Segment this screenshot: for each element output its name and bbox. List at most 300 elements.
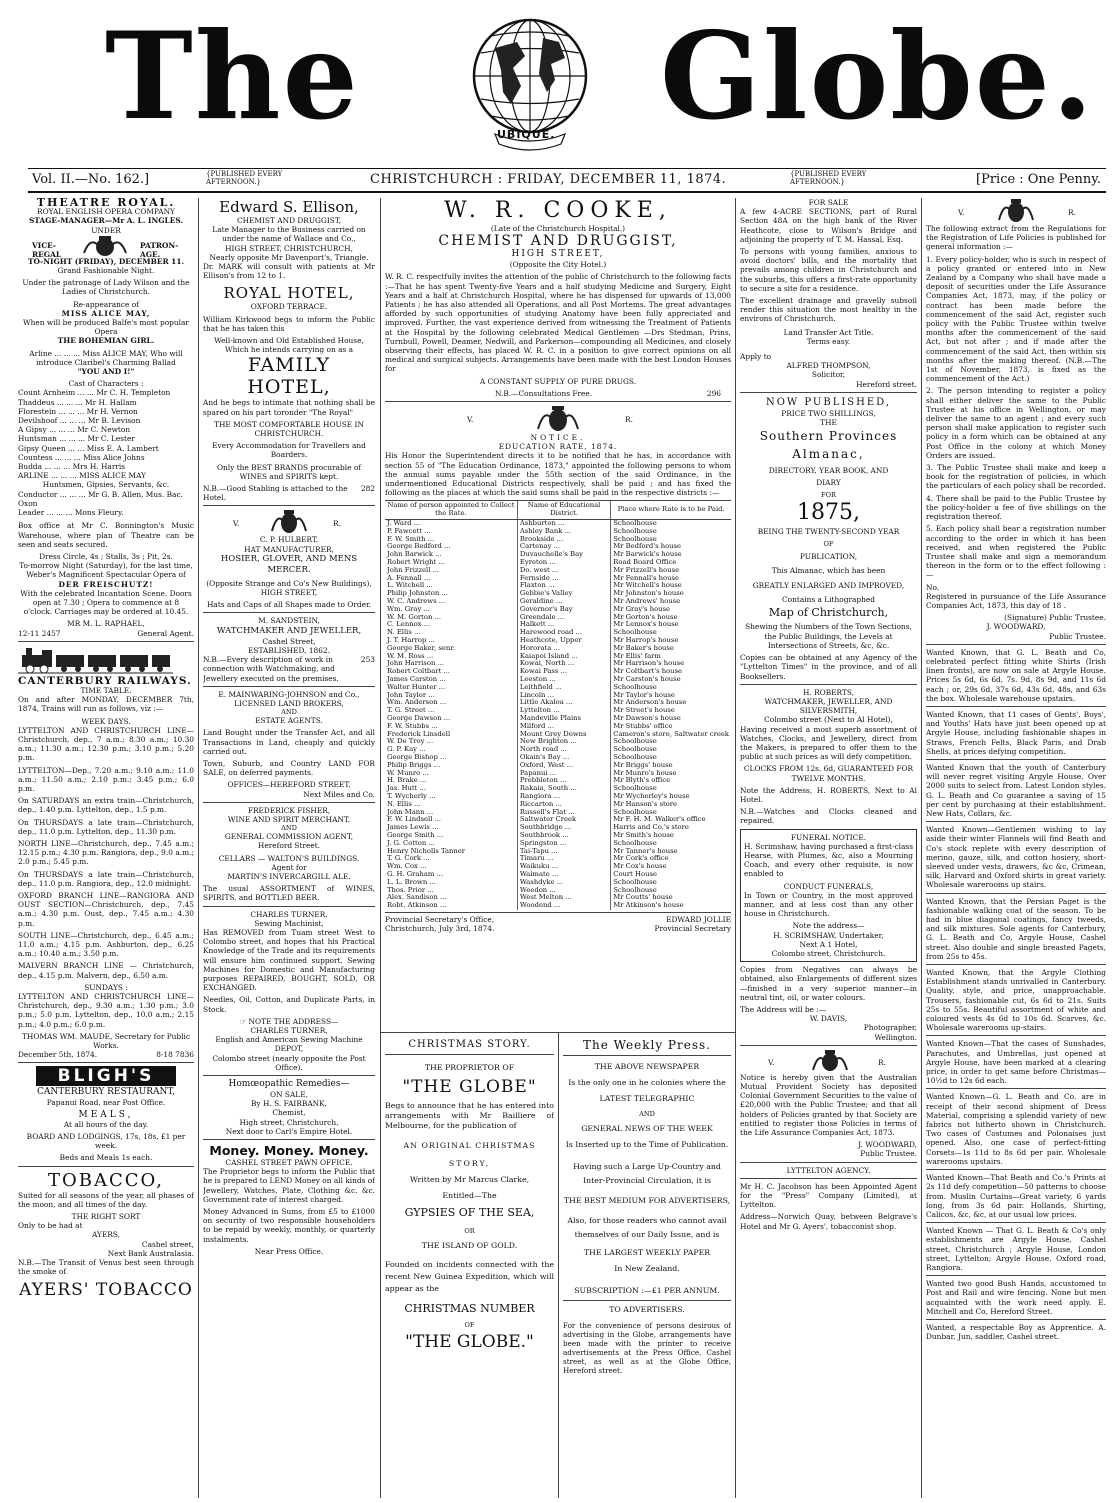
- land-bought: Land Bought under the Transfer Act, and all Transactions in Land, cheaply and quickly carried out.: [203, 728, 375, 756]
- stabling-row: [203, 484, 375, 502]
- begs-announce: Begs to announce that he has entered into arrangements with Mr Bailliere of Melbourne, for the publication of: [385, 1101, 554, 1130]
- map-christchurch: Map of Christchurch,: [768, 606, 889, 620]
- rail-paragraph: NORTH LINE—Christchurch, dep., 7.45 a.m.; 12.15 p.m.; 4.30 p.m. Rangiora, dep., 9.0 a.m.; 2.0 p.m.; 5.45 p.m.: [18, 838, 194, 867]
- drainage: The excellent drainage and gravelly subsoil render this situation the most healthy in the environs of Christchurch.: [740, 296, 917, 324]
- table-row: [385, 902, 731, 910]
- chemist-2: Chemist,: [272, 1108, 306, 1118]
- table-cell: Heathcote, Upper: [517, 637, 610, 645]
- table-cell: Mr Cork's office: [611, 855, 731, 863]
- arline: Arline ... ... ... Miss ALICE MAY, Who will introduce Claribel's Charming Ballad: [29, 348, 183, 367]
- table-row: [385, 793, 731, 801]
- wine-merchant: WINE AND SPIRIT MERCHANT,: [227, 814, 351, 824]
- hosier: HOSIER, GLOVER, AND MENS MERCER.: [220, 553, 358, 575]
- dateline: [28, 168, 1106, 193]
- rate-table: [385, 500, 731, 909]
- table-cell: Mr Taylor's house: [611, 692, 731, 700]
- table-cell: Milford ...: [517, 723, 610, 731]
- table-row: [385, 785, 731, 793]
- table-cell: Kaiapoi Island ...: [517, 653, 610, 661]
- table-cell: Schoolhouse: [611, 809, 731, 817]
- kirkwood: William Kirkwood begs to inform the Public that he has taken this: [203, 314, 375, 333]
- also-for: Also, for those readers who cannot avail themselves of our Daily Issue, and is: [567, 1216, 727, 1239]
- horizontal-rule: [740, 1178, 917, 1179]
- signoff: [655, 915, 731, 933]
- table-cell: Waikuku ...: [517, 863, 610, 871]
- horizontal-rule: [926, 759, 1106, 760]
- established: ESTABLISHED, 1862.: [248, 645, 330, 655]
- horizontal-rule: [740, 1045, 917, 1046]
- table-cell: Kowai, North ...: [517, 660, 610, 668]
- column-rule: [735, 198, 736, 1498]
- next-miles: Next Miles and Co.: [303, 789, 375, 799]
- table-cell: Mr Coutts' house: [611, 894, 731, 902]
- tobacco-title: TOBACCO,: [48, 1169, 164, 1191]
- horizontal-rule: [563, 1300, 731, 1301]
- table-cell: New Brighton ...: [517, 738, 610, 746]
- table-row: [385, 567, 731, 575]
- to-advertisers: TO ADVERTISERS.: [609, 1305, 685, 1314]
- christmas-number: CHRISTMAS NUMBER: [404, 1302, 535, 1315]
- blighs-title: BLIGH'S: [36, 1066, 176, 1086]
- table-cell: G. H. Graham ...: [387, 870, 444, 878]
- stabling: N.B.—Good Stabling is attached to the Hotel.: [203, 484, 348, 503]
- table-cell: Robt. Atkinson ...: [387, 902, 447, 910]
- photographer: Photographer,: [863, 1023, 917, 1033]
- subscription: SUBSCRIPTION :—£1 PER ANNUM.: [574, 1286, 720, 1295]
- dr-mark: Dr. MARK will consult with patients at Mr Ellison's from 12 to 1.: [203, 262, 375, 281]
- table-cell: Do. west ...: [517, 567, 610, 575]
- table-cell: Leithfield ...: [517, 684, 610, 692]
- education-rate: EDUCATION RATE, 1874.: [498, 442, 618, 452]
- column-rule: [380, 198, 381, 1498]
- horizontal-rule: [926, 1169, 1106, 1170]
- apply-to: Apply to: [740, 352, 772, 362]
- column-1: [18, 198, 194, 1498]
- table-cell: John Mann ...: [387, 808, 434, 816]
- next-door: Next door to Carl's Empire Hotel.: [225, 1126, 353, 1136]
- and-word: AND: [281, 708, 297, 717]
- horizontal-rule: [18, 1062, 194, 1063]
- column-rule: [921, 198, 922, 1498]
- horizontal-rule: [926, 1088, 1106, 1089]
- table-cell: Schoolhouse: [611, 785, 731, 793]
- table-cell: George Dawson ...: [387, 714, 451, 722]
- horizontal-rule: [926, 964, 1106, 965]
- table-cell: Alex. Sandison ...: [387, 894, 447, 902]
- table-cell: Mr Carston's house: [611, 676, 731, 684]
- table-cell: Gebbie's Valley: [517, 590, 610, 598]
- horizontal-rule: [203, 1075, 375, 1076]
- table-cell: Mr Blyth's office: [611, 777, 731, 785]
- the-globe-2: "THE GLOBE.": [405, 1332, 534, 1352]
- cast-item: Countess ... ... ... Miss Alice Johns: [18, 452, 145, 462]
- or-word: OR: [464, 1227, 475, 1235]
- and-word: AND: [639, 1110, 655, 1118]
- table-cell: Mr Munro's house: [611, 770, 731, 778]
- column-4: [740, 198, 917, 1498]
- table-cell: Wm. Cox ...: [387, 863, 427, 871]
- story: STORY,: [448, 1159, 491, 1168]
- no-pains: And he begs to intimate that nothing shall be spared on his part toronder "The Royal": [203, 398, 375, 417]
- rail-paragraph: LYTTELTON AND CHRISTCHURCH LINE—Christchurch, dep., 7 a.m.; 8.30 a.m.; 10.30 a.m.; 11.30 a.m.; 12.30 p.m.; 3.10 p.m.; 5.20 p.m.: [18, 725, 194, 763]
- r-letter: R.: [333, 519, 341, 529]
- table-row: [385, 645, 731, 653]
- regulation: 5. Each policy shall bear a registration number according to the order in which it has been received, and when registered the Public Trustee shall make and sign a memorandum thereon in the form or to the effect following :—: [926, 524, 1106, 580]
- table-cell: Mr Dawson's house: [611, 715, 731, 723]
- horizontal-rule: [203, 802, 375, 803]
- this-almanac: This Almanac, which has been: [771, 566, 886, 576]
- table-row: [385, 590, 731, 598]
- colombo-opposite: Colombo street (nearly opposite the Post Office).: [212, 1053, 366, 1072]
- table-cell: Rakaia, South ...: [517, 785, 610, 793]
- board: BOARD AND LODGINGS, 17s, 18s, £1 per week.: [26, 1132, 186, 1151]
- table-cell: Rangiora ...: [517, 793, 610, 801]
- high-christchurch: High street, Christchurch,: [239, 1117, 339, 1127]
- directory: DIRECTORY, YEAR BOOK, AND: [768, 466, 889, 476]
- rail-paragraph: On SATURDAYS an extra train—Christchurch, dep., 1.40 p.m. Lyttelton, dep., 1.5 p.m.: [18, 796, 194, 815]
- table-row: [385, 848, 731, 856]
- table-cell: John Barwick ...: [387, 551, 442, 559]
- town-suburb: Town, Suburb, and Country LAND FOR SALE, on deferred payments.: [203, 758, 375, 778]
- table-row: [385, 582, 731, 590]
- thompson: ALFRED THOMPSON,: [786, 361, 871, 371]
- needles: Needles, Oil, Cotton, and Duplicate Parts, in Stock.: [203, 995, 375, 1014]
- table-cell: Mr Fennall's house: [611, 575, 731, 583]
- cast-item: Huntsmen, Gipsies, Servants, &c.: [42, 480, 170, 490]
- arms-row: [385, 405, 731, 433]
- published-right: {PUBLISHED EVERY AFTERNOON.}: [790, 170, 867, 186]
- incantation: With the celebrated Incantation Scene. Doors open at 7.30 ; Opera to commence at 8 o'clock. Carriages may be ordered at 10.45.: [20, 588, 192, 617]
- table-cell: Frederick Linsdell: [387, 730, 451, 738]
- timetable: TIME TABLE.: [80, 685, 132, 695]
- table-row: [385, 699, 731, 707]
- table-row: [385, 559, 731, 567]
- table-cell: George Bedford ...: [387, 543, 451, 551]
- year-1875: 1875,: [797, 499, 860, 525]
- table-row: [385, 668, 731, 676]
- ellison-street: HIGH STREET, CHRISTCHURCH,: [225, 243, 353, 253]
- table-cell: N. Ellis ...: [387, 629, 421, 637]
- horizontal-rule: [203, 906, 375, 907]
- cast-item: Conductor ... ... ... Mr G. B. Allen, Mus. Bac. Oxon: [18, 489, 183, 508]
- table-cell: Mr Atkinson's house: [611, 902, 731, 910]
- proprietor: THE PROPRIETOR OF: [424, 1063, 515, 1072]
- table-cell: Mr Bedford's house: [611, 543, 731, 551]
- conduct-funerals: CONDUCT FUNERALS,: [783, 881, 874, 891]
- horizontal-rule: [385, 401, 731, 402]
- regulation: 2. The person intending to register a policy shall either deliver the same to the Public Trustee at his office in Wellington, or may deliver the same to an agent ; and every such person shall make application to register such policy in a form which can be obtained at any Post Office in the colony at which Money Orders are issued.: [926, 386, 1106, 460]
- arms-row: [926, 198, 1106, 224]
- table-cell: Mr Gray's house: [611, 606, 731, 614]
- table-cell: Mr Briggs' house: [611, 762, 731, 770]
- now-published: NOW PUBLISHED,: [765, 396, 892, 408]
- cooke-high: HIGH STREET,: [511, 249, 605, 260]
- only-had: Only to be had at: [18, 1221, 83, 1231]
- cast-item: A Gipsy ... ... ... Mr C. Newton: [18, 425, 131, 435]
- diary: DIARY: [816, 478, 841, 488]
- wanted-ad: Wanted Known that the youth of Canterbury will never regret visiting Argyle House. Over 2000 suits to select from. Latest London styles. G. L. Beath and Co guarantee a saving of 15 per cent by purchasing at their establishment. New Hats, Collars, &c.: [926, 762, 1106, 818]
- in-town: In Town or Country, in the most approved manner, and at less cost than any other house in Christchurch.: [744, 890, 913, 919]
- table-cell: Eyreton ...: [517, 559, 610, 567]
- table-row: [385, 528, 731, 536]
- table-cell: Mr Wycherley's house: [611, 793, 731, 801]
- royal-arms-icon: [996, 198, 1036, 224]
- cellars: CELLARS — WALTON'S BUILDINGS.: [218, 853, 360, 863]
- contains: Contains a Lithographed: [782, 595, 875, 605]
- table-row: [385, 770, 731, 778]
- table-cell: Schoolhouse: [611, 520, 731, 528]
- table-row: [385, 731, 731, 739]
- table-cell: Springston ...: [517, 840, 610, 848]
- proprietor-lend: The Proprietor begs to inform the Public that he is prepared to LEND Money on all kinds of Jewellery, Watches, Plate, Clothing &c. &c. Government rate of interest charged.: [203, 1167, 375, 1204]
- horizontal-rule: [740, 684, 917, 685]
- general-news: GENERAL NEWS OF THE WEEK: [581, 1124, 713, 1133]
- column-2: [203, 198, 375, 1498]
- column-3-lower-right: [563, 1038, 731, 1498]
- cooke-para: W. R. C. respectfully invites the attention of the public of Christchurch to the following facts :—That he has spent Twenty-five Years and a half studying Medicine and Surgery, Eight Years and a half at Christchurch Hospital, where he has dispensed for upwards of 13,000 Patients ; he has also attended all Operations, and all Post Mortems. The great advantages afforded by such opportunities of studying Anatomy have been fully appreciated and improved. Further, the vast experience derived from witnessing the Treatment of Patients at the Hospital by the following celebrated Medical Gentlemen —Drs Stedman, Prins, Turnbull, Powell, Deamer, Nedwill, and Parkerson—compounding all Medicines, and closely observing their effects, has placed W. R. C. in a position to give correct opinions on all medical and surgical subjects. Arrangements have been made with the best London Houses for: [385, 272, 731, 374]
- solicitor: Solicitor,: [811, 370, 846, 380]
- turner: CHARLES TURNER,: [250, 909, 328, 919]
- horizontal-rule: [926, 1222, 1106, 1223]
- table-cell: Geraldine ...: [517, 598, 610, 606]
- estate-agents: ESTATE AGENTS.: [255, 716, 323, 726]
- maude: THOMAS WM. MAUDE, Secretary for Public Works.: [21, 1031, 191, 1051]
- table-cell: Timaru ...: [517, 855, 610, 863]
- terms-easy: Terms easy.: [806, 336, 851, 346]
- table-cell: C. Lennox ...: [387, 621, 431, 629]
- table-cell: Woodend ...: [517, 902, 610, 910]
- cast-list: [18, 388, 194, 517]
- table-cell: Mr Street's house: [611, 707, 731, 715]
- colombo-next: Colombo street (Next to Al Hotel),: [764, 715, 893, 725]
- funeral-box: [740, 829, 917, 963]
- hereford-st: Hereford Street.: [257, 841, 321, 851]
- persons-families: To persons with young families, anxious to avoid doctors' bills, and the mortality that prevails among children in Christchurch and the suburbs, this offers a first-rate opportunity to secure a site for a residence.: [740, 247, 917, 293]
- table-cell: Schoolhouse: [611, 887, 731, 895]
- horizontal-rule: [203, 1139, 375, 1140]
- horizontal-rule: [740, 1162, 917, 1163]
- miss-alice-may: MISS ALICE MAY,: [61, 308, 151, 318]
- v-letter: V.: [467, 415, 474, 425]
- table-cell: Kowai Pass ...: [517, 668, 610, 676]
- theatre-title: THEATRE ROYAL.: [36, 198, 176, 209]
- table-row: [385, 536, 731, 544]
- copies-negatives: Copies from Negatives can always be obtained, also Enlargements of different sizes—finished in a very superior manner—in neutral tint, oil, or water colours.: [740, 965, 917, 1002]
- railways-title: CANTERBURY RAILWAYS.: [18, 674, 192, 687]
- volume-number: Vol. II.—No. 162.]: [32, 172, 150, 187]
- table-cell: L. L. Brown ...: [387, 878, 436, 886]
- horizontal-rule: [926, 706, 1106, 707]
- watch-jeweller: WATCHMAKER, JEWELLER, AND SILVERSMITH,: [764, 696, 893, 716]
- ellison-nearly: Nearly opposite Mr Davenport's, Triangle.: [209, 252, 369, 262]
- table-row: [385, 715, 731, 723]
- horizontal-rule: [18, 641, 194, 642]
- table-row: [385, 871, 731, 879]
- table-cell: Leeston ...: [517, 676, 610, 684]
- table-cell: Mr Cox's house: [611, 863, 731, 871]
- table-cell: Mr Anderson's house: [611, 699, 731, 707]
- table-row: [385, 723, 731, 731]
- table-cell: W. C. Andrews ...: [387, 598, 446, 606]
- dress-prices: Dress Circle, 4s ; Stalls, 3s ; Pit, 2s.: [39, 551, 173, 561]
- royal-arms-icon: [535, 405, 581, 433]
- table-cell: Okain's Bay ...: [517, 754, 610, 762]
- transit: N.B.—The Transit of Venus best seen through the smoke of: [18, 1258, 194, 1277]
- royal-hotel: ROYAL HOTEL,: [223, 284, 355, 303]
- rail-paragraph: SOUTH LINE—Christchurch, dep., 6.45 a.m.; 11.0 a.m.; 4.15 p.m. Ashburton, dep., 6.25 a.m.; 10.40 a.m.; 3.50 p.m.: [18, 930, 194, 959]
- table-cell: Prebbleton ...: [517, 777, 610, 785]
- table-cell: Mr Tanner's house: [611, 848, 731, 856]
- masthead-motto: UBIQUE.: [497, 128, 556, 141]
- table-cell: Wm. Gray ...: [387, 605, 430, 613]
- wanted-ad: Wanted Known—Gentlemen wishing to lay aside their winter Flannels will find Beath and Co's stock replete with every description of merino, gauze, silk, and cotton hosiery, short-sleeved under vests, drawers, &c &c, Crimean, silk, Harvard and Oxford shirts in great variety. Wholesale warerooms up stairs.: [926, 825, 1106, 890]
- table-row: [385, 863, 731, 871]
- registered: Registered in pursuance of the Life Assurance Companies Act, 1873, this day of 18 .: [926, 591, 1106, 610]
- table-cell: Schoolhouse: [611, 746, 731, 754]
- price-two: PRICE TWO SHILLINGS,: [781, 408, 876, 418]
- table-row: [385, 551, 731, 559]
- cast-item: ARLINE ... ... ... MISS ALICE MAY: [18, 471, 147, 481]
- the-word: THE: [820, 418, 837, 428]
- best-medium: THE BEST MEDIUM FOR ADVERTISERS,: [563, 1196, 731, 1205]
- near-press: Near Press Office.: [254, 1246, 324, 1256]
- table-cell: Saltwater Creek: [517, 816, 610, 824]
- table-cell: Schoolhouse: [611, 738, 731, 746]
- ellison-chemist: CHEMIST AND DRUGGIST,: [236, 216, 342, 225]
- table-cell: John Frizzell ...: [387, 566, 440, 574]
- usual-assortment: The usual ASSORTMENT of WINES, SPIRITS, and BOTTLED BEER.: [203, 884, 375, 903]
- table-row: [385, 894, 731, 902]
- regulation: 4. There shall be paid to the Public Trustee by the policy-holder a fee of five shillings on the registration thereof.: [926, 493, 1106, 522]
- watchmaker: WATCHMAKER AND JEWELLER,: [216, 625, 362, 636]
- original-christmas: AN ORIGINAL CHRISTMAS: [403, 1141, 536, 1150]
- meals: MEALS,: [78, 1109, 134, 1120]
- commission-agent: GENERAL COMMISSION AGENT,: [224, 832, 354, 842]
- under: UNDER: [91, 225, 121, 235]
- table-cell: James Lewis ...: [387, 824, 439, 832]
- wanted-ad: Wanted Known, that the Argyle Clothing Establishment stands unrivalled in Canterbury. Quality, style, and price, unapproachable. Trousers, fashionable cut, 6s 6d to 21s. Suits 25s to 55s. Beautiful assortment of white and coloured vests 4s 6d to 10s 6d. Scarves, &c. Wholesale warerooms up-stairs.: [926, 968, 1106, 1033]
- table-cell: Mr Barwick's house: [611, 551, 731, 559]
- column-header: Place where Rate is to be Paid.: [611, 501, 731, 520]
- cast-item: Leader ... ... ... Mons Fleury.: [18, 508, 124, 518]
- agent-code: 12-11 2457: [18, 628, 61, 638]
- ayers: AYERS,: [91, 1230, 121, 1240]
- r-letter: R.: [1068, 208, 1076, 217]
- note-address: ☞ NOTE THE ADDRESS—: [239, 1016, 339, 1026]
- stage-manager: STAGE-MANAGER—Mr A. L. INGLES.: [28, 216, 184, 226]
- accommodation: Every Accommodation for Travellers and Boarders.: [212, 441, 366, 460]
- pawn-office: CASHEL STREET PAWN OFFICE.: [225, 1158, 353, 1168]
- homeopathic: Homœopathic Remedies—: [228, 1079, 350, 1090]
- ellison-late: Late Manager to the Business carried on under the name of Wallace and Co.,: [212, 225, 366, 244]
- table-row: [385, 801, 731, 809]
- wanted-ad: Wanted Known — That G. L. Beath & Co's only establishments are Argyle House, Cashel street, Christchurch ; Argyle House, London street, Lyttelton; Argyle House, Oxford road, Rangiora.: [926, 1226, 1106, 1272]
- table-cell: Philip Briggs ...: [387, 761, 441, 769]
- of-word: OF: [464, 1321, 475, 1329]
- nb-watch-code: 253: [360, 655, 375, 665]
- following-extract: The following extract from the Regulations for the Registration of Life Policies is published for general information :—: [926, 224, 1106, 252]
- company: ROYAL ENGLISH OPERA COMPANY: [37, 207, 175, 217]
- cast-item: Gipsy Queen ... ... Miss E. A. Lambert: [18, 443, 159, 453]
- mainwaring: E. MAINWARING-JOHNSON and Co.,: [218, 689, 360, 699]
- table-row: [385, 777, 731, 785]
- table-cell: Cartenay ...: [517, 543, 610, 551]
- arms-row: [203, 509, 375, 535]
- table-cell: W. M. Ross ...: [387, 652, 434, 660]
- published-left: {PUBLISHED EVERY AFTERNOON.}: [206, 170, 283, 186]
- christmas-story: CHRISTMAS STORY.: [408, 1039, 531, 1050]
- next-al: Next A 1 Hotel,: [799, 939, 858, 949]
- regulation: 1. Every policy-holder, who is such in respect of a policy granted or entered into in New Zealand by a Company who shall have made a deposit of securities under the Life Assurance Companies Act, 1873, may, if the policy or contract has been made before the commencement of the said Act, register such policy with the Public Trustee within twelve months after the commencement of the said Act, but not after ; and if made after the commencement of the said Act, then within six months after the making thereof. (N.B.—The 1st of November, 1873, is fixed as the commencement of the Act.): [926, 254, 1106, 384]
- table-row: [385, 816, 731, 824]
- on-after: On and after MONDAY, DECEMBER 7th, 1874, Trains will run as follows, viz :—: [18, 695, 194, 714]
- table-cell: Philip Johnston ...: [387, 590, 448, 598]
- constant-supply: A CONSTANT SUPPLY OF PURE DRUGS.: [479, 376, 637, 386]
- hat-maker: HAT MANUFACTURER,: [244, 544, 334, 554]
- showing: Shewing the Numbers of the Town Sections, the Public Buildings, the Levels at Intersections of Streets, &c, &c.: [745, 622, 912, 650]
- table-row: [385, 738, 731, 746]
- sundays: SUNDAYS :: [84, 982, 128, 992]
- table-row: [385, 832, 731, 840]
- city-date: CHRISTCHURCH : FRIDAY, DECEMBER 11, 1874.: [370, 172, 727, 187]
- roberts: H. ROBERTS,: [802, 687, 855, 697]
- for-word: FOR: [821, 490, 836, 499]
- table-cell: F. W. Smith ...: [387, 535, 435, 543]
- cooke-chemist: CHEMIST AND DRUGGIST,: [438, 233, 678, 250]
- table-cell: W. M. Gorton ...: [387, 613, 442, 621]
- sunday-paragraph: LYTTELTON AND CHRISTCHURCH LINE—Christchurch, dep., 9.30 a.m.; 1.30 p.m.; 3.0 p.m.; 5.0 p.m. Lyttelton, dep., 10.0 a.m.; 2.15 p.m.; 4.0 p.m.; 6.0 p.m.: [18, 992, 194, 1029]
- table-cell: Papanui ...: [517, 770, 610, 778]
- table-cell: Mr Baker's house: [611, 645, 731, 653]
- table-cell: Robert Coltbart ...: [387, 668, 450, 676]
- wellington: Wellington.: [874, 1032, 917, 1042]
- horizontal-rule: [203, 686, 375, 687]
- publication: PUBLICATION,: [799, 551, 858, 561]
- table-cell: Russell's Flat ...: [517, 809, 610, 817]
- column-rule: [198, 198, 199, 1498]
- week-days: WEEK DAYS.: [81, 716, 131, 726]
- table-row: [385, 676, 731, 684]
- rate-table-body: [385, 520, 731, 910]
- r-letter: R.: [625, 415, 633, 425]
- latest-telegraphic: LATEST TELEGRAPHIC: [599, 1094, 695, 1103]
- table-cell: Southbridge ...: [517, 824, 610, 832]
- general-agent: General Agent.: [137, 628, 194, 638]
- table-row: [385, 746, 731, 754]
- table-cell: Road Board Office: [611, 559, 731, 567]
- table-cell: Fernside ...: [517, 575, 610, 583]
- family-hotel: FAMILY HOTEL,: [247, 354, 331, 399]
- table-cell: G. P. Kay ...: [387, 746, 426, 754]
- table-cell: Weedon ...: [517, 887, 610, 895]
- cast-item: Count Arnheim ... ... Mr C. H. Templeton: [18, 388, 171, 398]
- table-row: [385, 887, 731, 895]
- consult-row: [385, 386, 731, 398]
- horizontal-rule: [926, 1035, 1106, 1036]
- grand-night: Grand Fashionable Night.: [57, 266, 155, 276]
- horizontal-rule: [385, 1054, 554, 1055]
- table-cell: J. Ward ...: [387, 519, 421, 528]
- rail-paragraph: MALVERN BRANCH LINE — Christchurch, dep., 4.15 p.m. Malvern, dep., 6.50 a.m.: [18, 961, 194, 980]
- table-cell: West Melton ...: [517, 894, 610, 902]
- table-row: [385, 762, 731, 770]
- fairbank: By H. S. FAIRBANK,: [250, 1099, 327, 1109]
- notice-title: NOTICE.: [530, 433, 586, 443]
- sewing-depot: English and American Sewing Machine DEPOT,: [215, 1035, 363, 1054]
- horizontal-rule: [926, 1319, 1106, 1320]
- horizontal-rule: [203, 505, 375, 506]
- oxford-terrace: OXFORD TERRACE.: [250, 302, 328, 312]
